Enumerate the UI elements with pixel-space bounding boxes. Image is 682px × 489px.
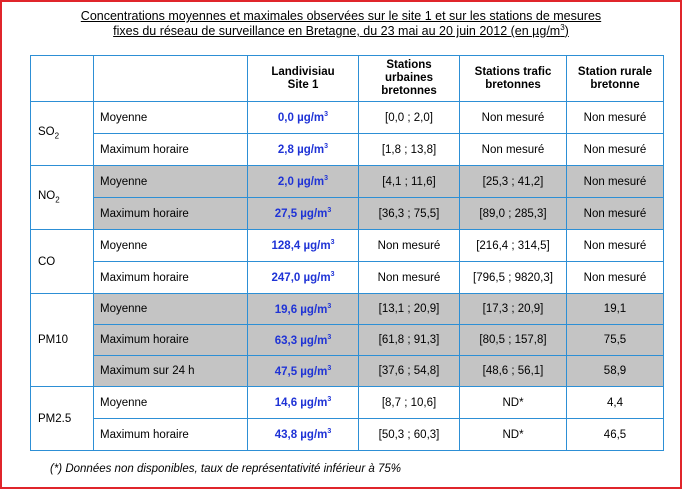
pollutant-co: CO bbox=[31, 230, 94, 294]
site1-value: 0,0 $\mu g/m^3$ bbox=[248, 102, 359, 134]
header-empty-2 bbox=[94, 56, 248, 102]
urban-value: Non mesuré bbox=[359, 230, 460, 262]
header-traffic: Stations trafic bretonnes bbox=[460, 56, 567, 102]
title-line-1: Concentrations moyennes et maximales observées sur le site 1 et sur les stations de mesures bbox=[80, 9, 602, 23]
urban-value: [13,1 ; 20,9] bbox=[359, 294, 460, 325]
rural-value: Non mesuré bbox=[567, 166, 664, 198]
urban-value: [61,8 ; 91,3] bbox=[359, 325, 460, 356]
table-row bbox=[31, 102, 664, 134]
urban-value: [50,3 ; 60,3] bbox=[359, 419, 460, 451]
header-rural: Station rurale bretonne bbox=[567, 56, 664, 102]
site1-value: 63,3 $\mu g/m^3$ bbox=[248, 325, 359, 356]
urban-value: [37,6 ; 54,8] bbox=[359, 356, 460, 387]
stat-label: Maximum horaire bbox=[94, 134, 248, 166]
table-row bbox=[31, 325, 664, 356]
header-urban: Stations urbaines bretonnes bbox=[359, 56, 460, 102]
table-row bbox=[31, 230, 664, 262]
footnote: (*) Données non disponibles, taux de représentativité inférieur à 75% bbox=[50, 463, 401, 475]
traffic-value: Non mesuré bbox=[460, 102, 567, 134]
site1-value: 47,5 $\mu g/m^3$ bbox=[248, 356, 359, 387]
urban-value: [36,3 ; 75,5] bbox=[359, 198, 460, 230]
stat-label: Moyenne bbox=[94, 230, 248, 262]
stat-label: Moyenne bbox=[94, 166, 248, 198]
rural-value: 58,9 bbox=[567, 356, 664, 387]
site1-value: 2,0 $\mu g/m^3$ bbox=[248, 166, 359, 198]
stat-label: Maximum horaire bbox=[94, 198, 248, 230]
site1-value: 128,4 $\mu g/m^3$ bbox=[248, 230, 359, 262]
rural-value: 4,4 bbox=[567, 387, 664, 419]
traffic-value: [25,3 ; 41,2] bbox=[460, 166, 567, 198]
rural-value: Non mesuré bbox=[567, 230, 664, 262]
header-row bbox=[31, 56, 664, 102]
table-row bbox=[31, 387, 664, 419]
urban-value: [1,8 ; 13,8] bbox=[359, 134, 460, 166]
rural-value: Non mesuré bbox=[567, 102, 664, 134]
stat-label: Moyenne bbox=[94, 387, 248, 419]
site1-value: 19,6 $\mu g/m^3$ bbox=[248, 294, 359, 325]
urban-value: Non mesuré bbox=[359, 262, 460, 294]
stat-label: Maximum horaire bbox=[94, 262, 248, 294]
urban-value: [4,1 ; 11,6] bbox=[359, 166, 460, 198]
traffic-value: ND* bbox=[460, 387, 567, 419]
pollutant-no2: $NO_2$ bbox=[31, 166, 94, 230]
stat-label: Moyenne bbox=[94, 102, 248, 134]
rural-value: 19,1 bbox=[567, 294, 664, 325]
pollutant-pm25: PM2.5 bbox=[31, 387, 94, 451]
site1-value: 247,0 $\mu g/m^3$ bbox=[248, 262, 359, 294]
stat-label: Moyenne bbox=[94, 294, 248, 325]
concentration-table bbox=[30, 55, 664, 451]
table-row bbox=[31, 419, 664, 451]
table-row bbox=[31, 262, 664, 294]
rural-value: Non mesuré bbox=[567, 262, 664, 294]
stat-label: Maximum horaire bbox=[94, 325, 248, 356]
site1-value: 43,8 $\mu g/m^3$ bbox=[248, 419, 359, 451]
rural-value: 46,5 bbox=[567, 419, 664, 451]
stat-label: Maximum horaire bbox=[94, 419, 248, 451]
rural-value: Non mesuré bbox=[567, 134, 664, 166]
title-line-2: fixes du réseau de surveillance en Bretagne, du 23 mai au 20 juin 2012 (en $\mu g/m^3$) bbox=[113, 22, 569, 38]
traffic-value: [216,4 ; 314,5] bbox=[460, 230, 567, 262]
traffic-value: [80,5 ; 157,8] bbox=[460, 325, 567, 356]
table-title bbox=[0, 9, 682, 39]
traffic-value: [17,3 ; 20,9] bbox=[460, 294, 567, 325]
header-site1: Landivisiau Site 1 bbox=[248, 56, 359, 102]
table-row bbox=[31, 356, 664, 387]
traffic-value: ND* bbox=[460, 419, 567, 451]
traffic-value: Non mesuré bbox=[460, 134, 567, 166]
stat-label: Maximum sur 24 h bbox=[94, 356, 248, 387]
traffic-value: [89,0 ; 285,3] bbox=[460, 198, 567, 230]
pollutant-pm10: PM10 bbox=[31, 294, 94, 387]
rural-value: Non mesuré bbox=[567, 198, 664, 230]
rural-value: 75,5 bbox=[567, 325, 664, 356]
urban-value: [8,7 ; 10,6] bbox=[359, 387, 460, 419]
table-row bbox=[31, 166, 664, 198]
traffic-value: [796,5 ; 9820,3] bbox=[460, 262, 567, 294]
table-row bbox=[31, 134, 664, 166]
table-row bbox=[31, 198, 664, 230]
table-row bbox=[31, 294, 664, 325]
urban-value: [0,0 ; 2,0] bbox=[359, 102, 460, 134]
site1-value: 27,5 $\mu g/m^3$ bbox=[248, 198, 359, 230]
traffic-value: [48,6 ; 56,1] bbox=[460, 356, 567, 387]
pollutant-so2: $SO_2$ bbox=[31, 102, 94, 166]
site1-value: 14,6 $\mu g/m^3$ bbox=[248, 387, 359, 419]
site1-value: 2,8 $\mu g/m^3$ bbox=[248, 134, 359, 166]
header-empty-1 bbox=[31, 56, 94, 102]
